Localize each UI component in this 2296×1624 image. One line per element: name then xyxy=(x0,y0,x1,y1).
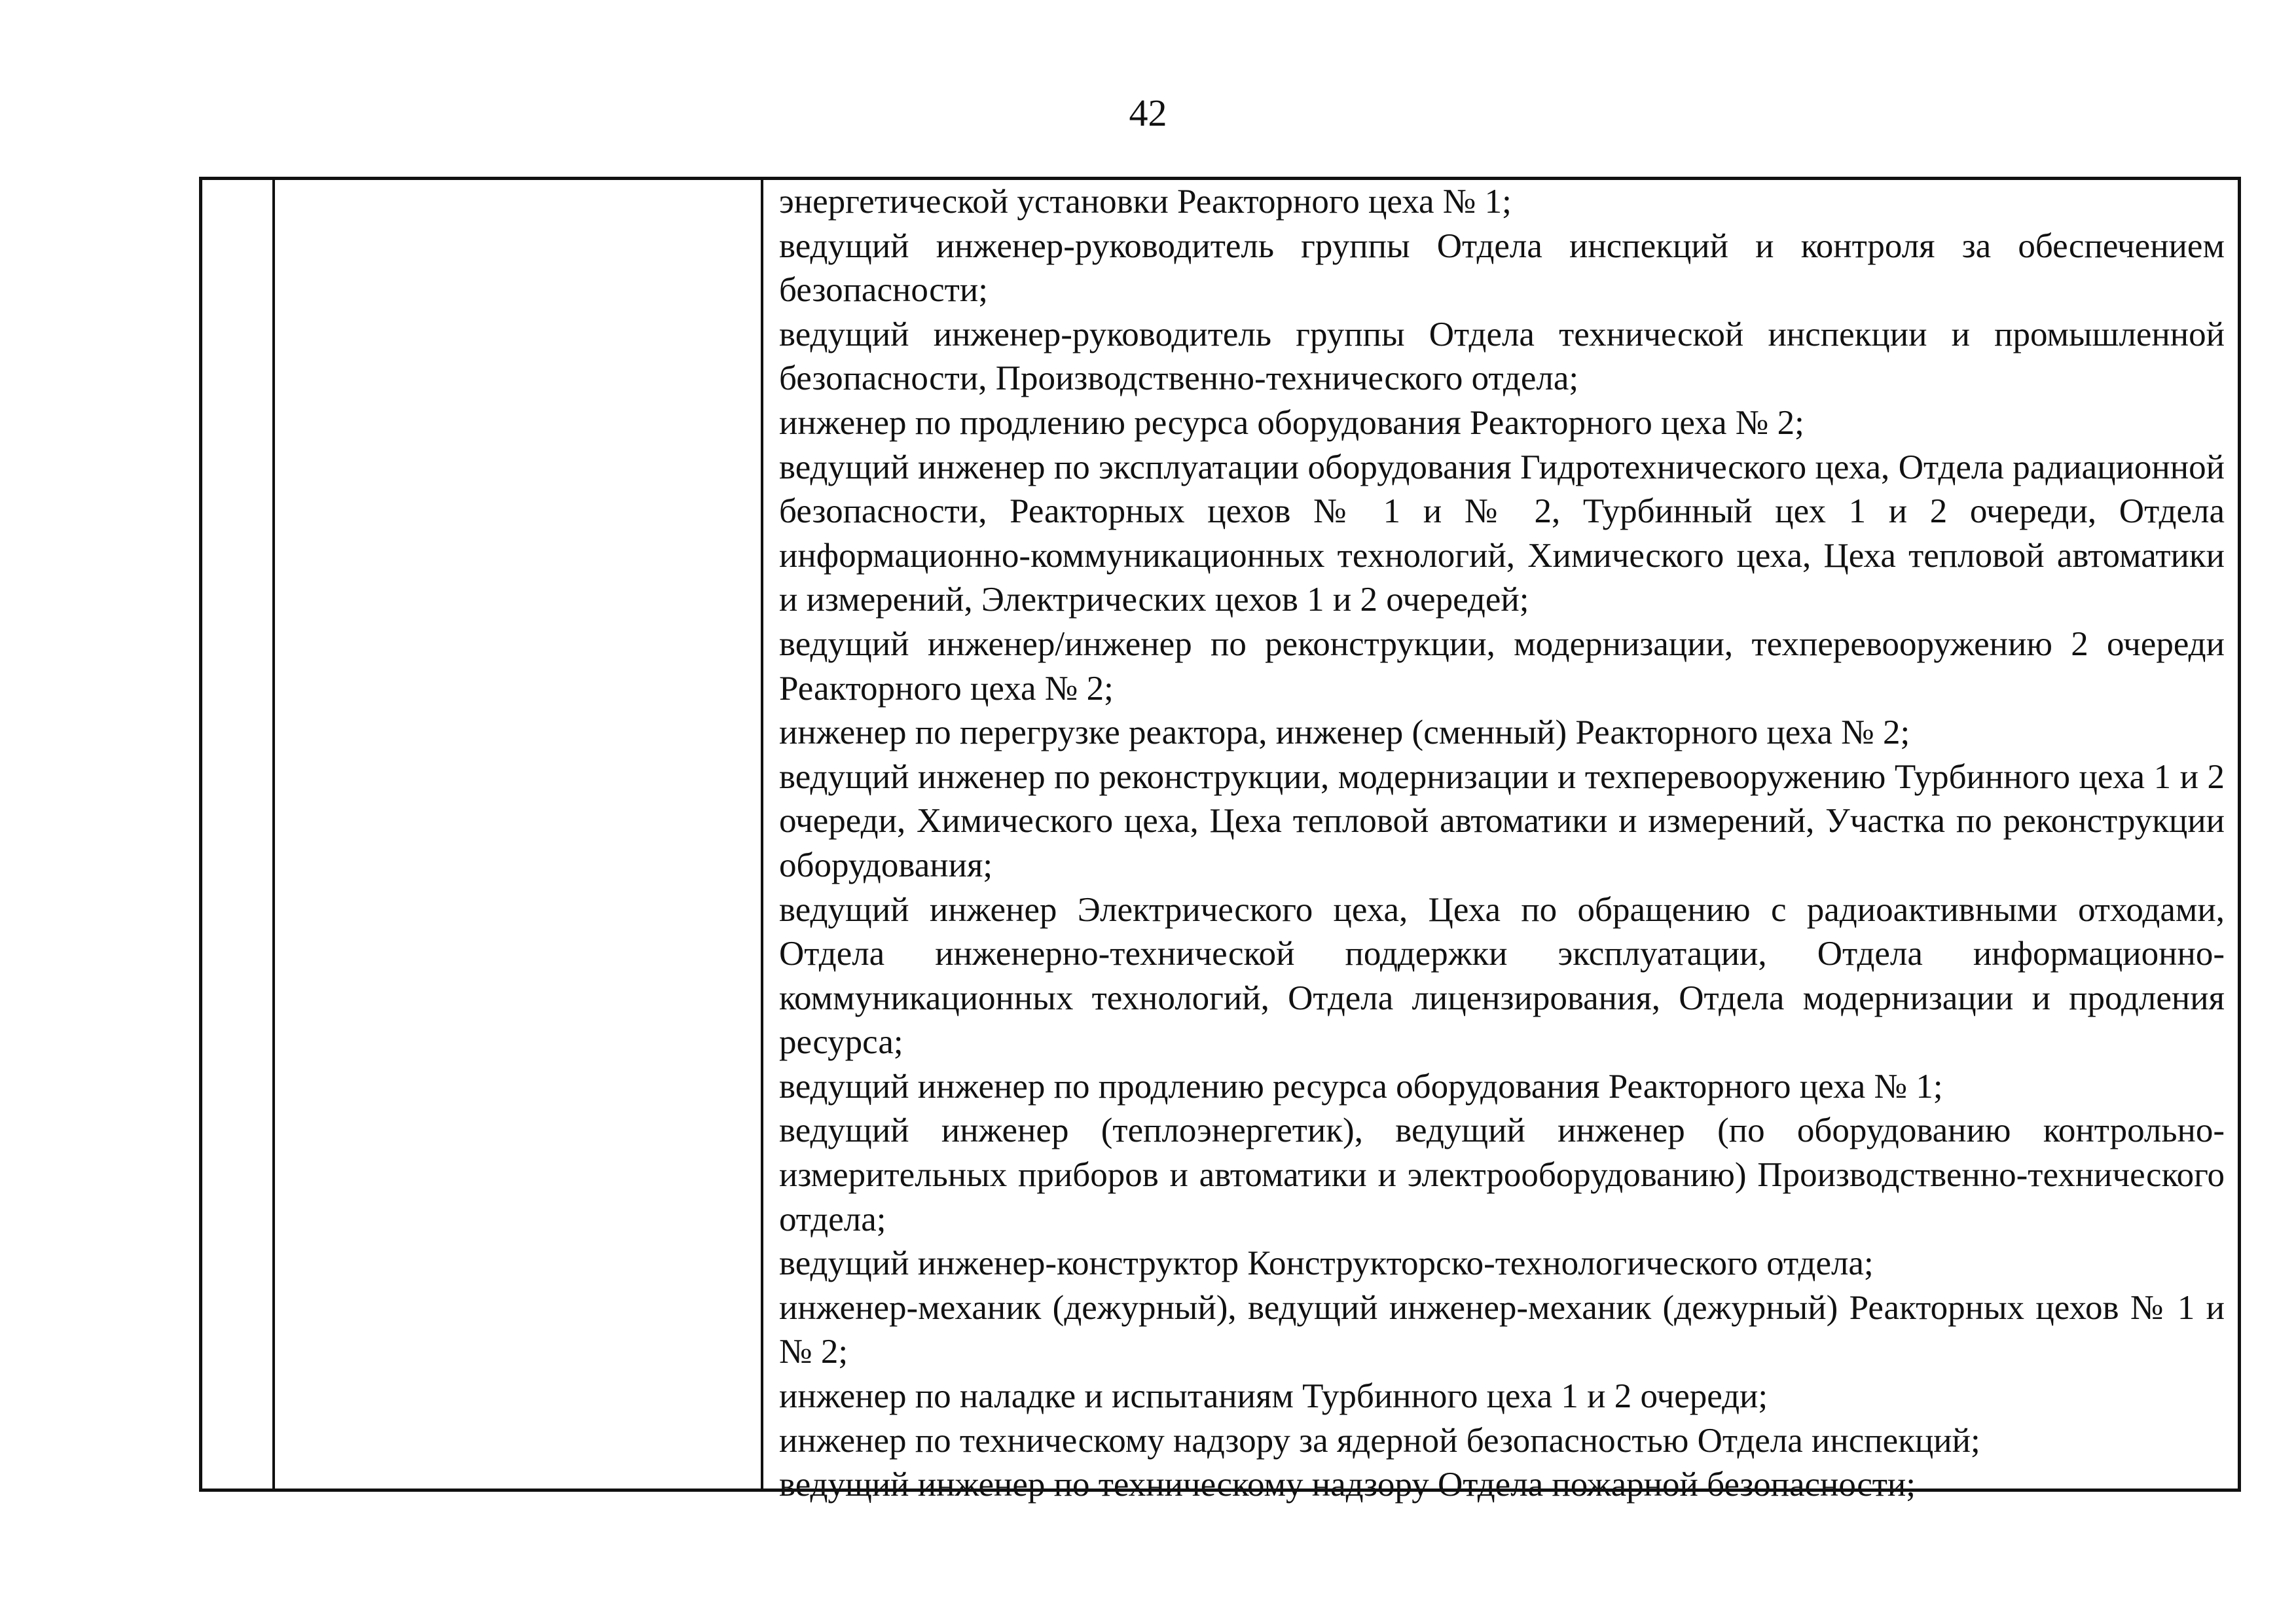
position-entry: ведущий инженер Электрического цеха, Цеха по обращению с радиоактивными отходами, Отдела инженерно-технической поддержки эксплуатации, Отдела информационно-коммуникационных технологий, Отдела лицензирования, Отдела модернизации и продления ресурса; xyxy=(779,890,2225,1062)
page-number: 42 xyxy=(1129,92,1167,134)
position-entry: инженер-механик (дежурный), ведущий инженер-механик (дежурный) Реакторных цехов № 1 и № 2; xyxy=(779,1288,2225,1371)
position-entry: инженер по техническому надзору за ядерной безопасностью Отдела инспекций; xyxy=(779,1421,1980,1460)
table-cell-positions xyxy=(763,180,2238,1504)
position-entry: ведущий инженер-руководитель группы Отдела технической инспекции и промышленной безопасности, Производственно-технического отдела; xyxy=(779,315,2225,398)
table-cell-name xyxy=(275,180,763,1489)
position-list xyxy=(779,180,2225,1507)
position-entry: ведущий инженер по эксплуатации оборудования Гидротехнического цеха, Отдела радиационной безопасности, Реакторных цехов № 1 и № 2, Турбинный цех 1 и 2 очереди, Отдела информационно-коммуникационных технологий, Химического цеха, Цеха тепловой автоматики и измерений, Электрических цехов 1 и 2 очередей; xyxy=(779,448,2225,619)
position-entry: инженер по наладке и испытаниям Турбинного цеха 1 и 2 очереди; xyxy=(779,1377,1768,1416)
position-entry: инженер по продлению ресурса оборудования Реакторного цеха № 2; xyxy=(779,403,1804,442)
position-entry: ведущий инженер/инженер по реконструкции, модернизации, техперевооружению 2 очереди Реакторного цеха № 2; xyxy=(779,624,2225,708)
document-table xyxy=(199,177,2241,1504)
position-entry: инженер по перегрузке реактора, инженер (сменный) Реакторного цеха № 2; xyxy=(779,713,1910,752)
position-entry: ведущий инженер-конструктор Конструкторско-технологического отдела; xyxy=(779,1244,1874,1283)
position-entry: ведущий инженер по реконструкции, модернизации и техперевооружению Турбинного цеха 1 и 2 очереди, Химического цеха, Цеха тепловой автоматики и измерений, Участка по реконструкции оборудования; xyxy=(779,757,2225,884)
table-cell-number xyxy=(202,180,275,1489)
position-entry: ведущий инженер-руководитель группы Отдела инспекций и контроля за обеспечением безопасности; xyxy=(779,226,2225,310)
position-entry: ведущий инженер по техническому надзору Отдела пожарной безопасности; xyxy=(779,1466,1916,1504)
position-entry: ведущий инженер (теплоэнергетик), ведущий инженер (по оборудованию контрольно-измерительных приборов и автоматики и электрооборудованию) Производственно-технического отдела; xyxy=(779,1111,2225,1238)
position-entry: энергетической установки Реакторного цеха № 1; xyxy=(779,183,1512,221)
position-entry: ведущий инженер по продлению ресурса оборудования Реакторного цеха № 1; xyxy=(779,1067,1943,1106)
